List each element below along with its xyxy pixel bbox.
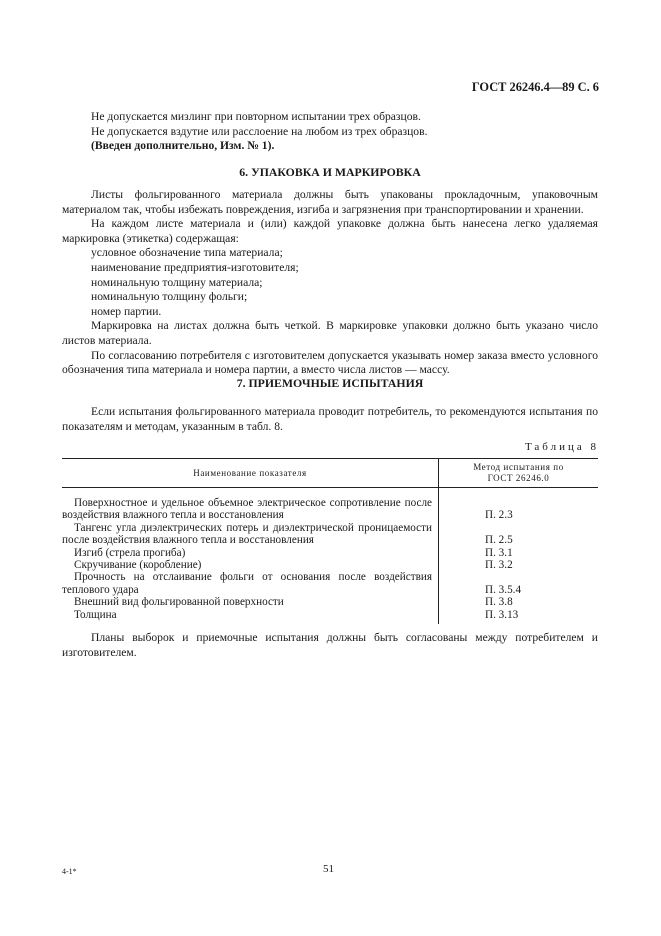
indicator-name bbox=[62, 488, 439, 522]
indicator-name bbox=[62, 596, 439, 608]
test-method: П. 3.2 bbox=[439, 559, 599, 571]
section-6-para-3: Маркировка на листах должна быть четкой. В маркировке упаковки должно быть указано число листов материала. bbox=[62, 319, 598, 347]
section-6-title: 6. УПАКОВКА И МАРКИРОВКА bbox=[239, 165, 421, 179]
section-6-body bbox=[62, 188, 598, 378]
page-number: 51 bbox=[323, 863, 334, 875]
test-method: П. 2.5 bbox=[439, 522, 599, 547]
indicator-name-text: Внешний вид фольгированной поверхности bbox=[74, 596, 284, 609]
indicator-name bbox=[62, 522, 439, 547]
indicator-name-text: Изгиб (стрела прогиба) bbox=[74, 546, 186, 559]
indicator-name bbox=[62, 609, 439, 624]
list-item: номер партии. bbox=[91, 304, 162, 318]
list-item: условное обозначение типа материала; bbox=[91, 246, 283, 260]
indicator-name bbox=[62, 547, 439, 559]
indicator-name-text: Тангенс угла диэлектрических потерь и диэлектрической проницаемости после воздействия влажного тепла и восстановления bbox=[62, 521, 432, 547]
indicator-name-text: Прочность на отслаивание фольги от основания после воздействия теплового удара bbox=[62, 571, 432, 596]
footer-signature-mark: 4-1* bbox=[62, 867, 77, 876]
column-header-method bbox=[439, 459, 599, 488]
closing-paragraph: Планы выборок и приемочные испытания должны быть согласованы между потребителем и изготовителем. bbox=[62, 631, 598, 659]
table-header-row bbox=[62, 459, 598, 488]
marking-list bbox=[62, 246, 598, 319]
table-row bbox=[62, 559, 598, 571]
page-header: ГОСТ 26246.4—89 С. 6 bbox=[471, 80, 599, 94]
table-caption: Таблица 8 bbox=[524, 441, 599, 453]
column-header-method-line-2: ГОСТ 26246.0 bbox=[487, 473, 550, 483]
section-7-para-1: Если испытания фольгированного материала проводит потребитель, то рекомендуются испытания по показателям и методам, указанным в табл. 8. bbox=[62, 405, 598, 433]
list-item: наименование предприятия-изготовителя; bbox=[91, 260, 299, 274]
test-method: П. 3.13 bbox=[439, 609, 599, 624]
list-item: номинальную толщину фольги; bbox=[91, 290, 248, 304]
indicator-name-text: Толщина bbox=[74, 608, 117, 621]
table-row bbox=[62, 488, 598, 522]
indicator-name bbox=[62, 571, 439, 596]
section-6-para-2: На каждом листе материала и (или) каждой упаковке должна быть нанесена легко удаляемая маркировка (этикетка) содержащая: bbox=[62, 217, 598, 245]
indicator-name-text: Поверхностное и удельное объемное электрическое сопротивление после воздействия влажного тепла и восстановления bbox=[62, 497, 432, 522]
section-6-para-4: По согласованию потребителя с изготовителем допускается указывать номер заказа вместо условного обозначения типа материала и номера партии, а вместо числа листов — массу. bbox=[62, 348, 598, 377]
test-method: П. 3.1 bbox=[439, 547, 599, 559]
test-method: П. 3.5.4 bbox=[439, 571, 599, 596]
section-6-para-1: Листы фольгированного материала должны быть упакованы прокладочным, упаковочным материалом так, чтобы избежать повреждения, изгиба и загрязнения при транспортировании и хранении. bbox=[62, 188, 598, 216]
intro-line-2: Не допускается вздутие или расслоение на любом из трех образцов. bbox=[91, 124, 428, 138]
intro-block bbox=[62, 110, 598, 154]
amendment-note: (Введен дополнительно, Изм. № 1). bbox=[91, 139, 275, 153]
table-row bbox=[62, 571, 598, 596]
indicator-name-text: Скручивание (коробление) bbox=[74, 559, 202, 572]
table-row bbox=[62, 596, 598, 608]
intro-line-1: Не допускается мизлинг при повторном испытании трех образцов. bbox=[91, 110, 421, 123]
list-item: номинальную толщину материала; bbox=[91, 275, 263, 289]
indicators-table bbox=[62, 458, 598, 624]
table-row bbox=[62, 522, 598, 547]
column-header-method-line-1: Метод испытания по bbox=[473, 462, 564, 472]
section-7-title: 7. ПРИЕМОЧНЫЕ ИСПЫТАНИЯ bbox=[236, 376, 424, 390]
column-header-indicator: Наименование показателя bbox=[62, 459, 439, 488]
table-row bbox=[62, 609, 598, 624]
test-method: П. 2.3 bbox=[439, 488, 599, 522]
test-method: П. 3.8 bbox=[439, 596, 599, 608]
indicator-name bbox=[62, 559, 439, 571]
table-row bbox=[62, 547, 598, 559]
